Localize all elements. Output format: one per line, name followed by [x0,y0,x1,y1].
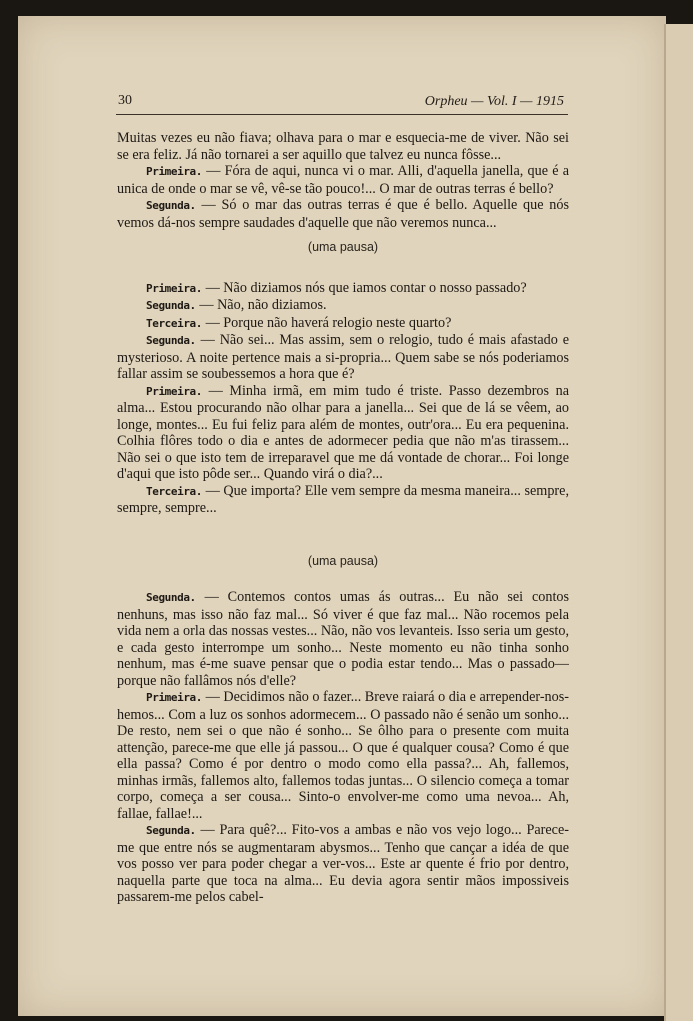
speaker-name: Segunda. [146,824,196,837]
dialogue-paragraph: Terceira. — Porque não haverá relogio neste quarto? [146,314,452,331]
dialogue-paragraph: Terceira. — Que importa? Elle vem sempre da mesma maneira... sempre, sempre, sempre... [117,482,569,516]
dialogue-paragraph: Primeira. — Fóra de aqui, nunca vi o mar. Alli, d'aquella janella, que é a unica de onde o mar se vê, vê-se tão pouco!... O mar de outras terras é bello? [117,163,570,197]
dialogue-text: Só o mar das outras terras é que é bello. Aquelle que nós vemos dá-nos sempre saudades d'aquelle que não veremos nunca... [117,197,569,231]
speaker-name: Segunda. [146,334,196,347]
dialogue-text: Não diziamos nós que iamos contar o nosso passado? [223,279,527,296]
dialogue-text: Muitas vezes eu não fiava; olhava para o mar e esquecia-me de viver. Não sei se era feliz. Já não tornarei a ser aquillo que talvez eu nunca fôsse... [117,130,569,163]
body-text [117,130,569,906]
dialogue-paragraph: Primeira. — Decidimos não o fazer... Breve raiará o dia e arrepender-nos-hemos... Com a luz os sonhos adormecem... O passado não é senão um sonho... De resto, nem sei o que não é sonho... Se ôlho para o presente com muita attenção, parece-me que elle já passou... O que é qualquer cousa? Como é que ella passa? Como é por dentro o modo como ella passa?... Ah, fallemos, minhas irmãs, fallemos alto, fallemos todas juntas... O silencio começa a tomar corpo, começa a ser cousa... Sinto-o envolver-me como uma nevoa... Ah, fallae, fallae!... [117,689,569,822]
text-block-3 [117,589,569,906]
speaker-name: Segunda. [146,591,196,604]
speaker-name: Terceira. [146,316,203,330]
dialogue-paragraph: Segunda. — Não sei... Mas assim, sem o relogio, tudo é mais afastado e mysterioso. A noite pertence mais a si-propria... Quem sabe se nós poderiamos fallar assim se soubessemos a hora que é? [117,332,569,382]
stage-direction-pause: (uma pausa) [307,553,379,568]
dialogue-text: Fóra de aqui, nunca vi o mar. Alli, d'aquella janella, que é a unica de onde o mar se vê, vê-se tão pouco!... O mar de outras terras é bello? [117,163,570,197]
dialogue-paragraph: Segunda. — Só o mar das outras terras é que é bello. Aquelle que nós vemos dá-nos sempre saudades d'aquelle que não veremos nunca... [117,197,569,231]
speaker-name: Primeira. [146,384,203,398]
dialogue-text: Para quê?... Fito-vos a ambas e não vos vejo logo... Parece-me que entre nós se augmentaram abysmos... Tenho que cançar a idéa de que vos posso ver para poder chegar a ver-vos... Este ar quente é frio por dentro, naquella parte que toca na alma... Eu devia agora sentir mãos impossiveis passarem-me pelos cabel- [117,822,569,905]
speaker-name: Primeira. [146,281,203,295]
text-block-2 [117,280,569,517]
next-page-edge [664,24,693,1021]
stage-direction-pause: (uma pausa) [307,240,379,254]
page-number: 30 [118,93,132,108]
page-header [116,92,568,115]
dialogue-paragraph: Segunda. — Não, não diziamos. [146,297,327,313]
dialogue-paragraph: Primeira. — Minha irmã, em mim tudo é triste. Passo dezembros na alma... Estou procurando não olhar para a janella... Sei que de lá se vêem, ao longe, montes... Eu fui feliz para além de montes, outr'ora... Eu era pequenina. Colhia flôres todo o dia e antes de adormecer pedia que não m'as tirassem... Não sei o que isto tem de irreparavel que me dá vontade de chorar... Foi longe d'aqui que isto pôde ser... Quando virá o dia?... [117,382,569,482]
speaker-name: Segunda. [146,299,196,312]
dialogue-paragraph: Segunda. — Contemos contos umas ás outras... Eu não sei contos nenhuns, mas isso não faz mal... Só viver é que faz mal... Não rocemos pela vida nem a orla das nossas vestes... Não, não vos levanteis. Isso seria um gesto, e cada gesto interrompe um sonho... Neste momento eu não tinha sonho nenhum, mas é-me suave pensar que o podia estar tendo... Mas o passado—porque não fallâmos nós d'elle? [117,589,569,689]
dialogue-text: Decidimos não o fazer... Breve raiará o dia e arrepender-nos-hemos... Com a luz os sonhos adormecem... O passado não é senão um sonho... De resto, nem sei o que não é sonho... Se ôlho para o presente com muita attenção, parece-me que elle já passou... O que é qualquer cousa? Como é que ella passa? Como é por dentro o modo como ella passa?... Ah, fallemos, minhas irmãs, fallemos alto, fallemos todas juntas... O silencio começa a tomar corpo, começa a ser cousa... Sinto-o envolver-me como uma nevoa... Ah, fallae, fallae!... [117,689,569,822]
dialogue-text: Não, não diziamos. [217,297,327,313]
dialogue-paragraph: Segunda. — Para quê?... Fito-vos a ambas e não vos vejo logo... Parece-me que entre nós se augmentaram abysmos... Tenho que cançar a idéa de que vos posso ver para poder chegar a ver-vos... Este ar quente é frio por dentro, naquella parte que toca na alma... Eu devia agora sentir mãos impossiveis passarem-me pelos cabel- [117,822,569,905]
dialogue-text: Porque não haverá relogio neste quarto? [223,314,452,331]
speaker-name: Primeira. [146,691,203,704]
speaker-name: Primeira. [146,165,203,178]
speaker-name: Terceira. [146,484,203,498]
dialogue-paragraph [117,130,569,163]
text-block-1 [117,130,569,231]
speaker-name: Segunda. [146,199,196,212]
dialogue-paragraph: Primeira. — Não diziamos nós que iamos contar o nosso passado? [146,279,527,296]
dialogue-text: Minha irmã, em mim tudo é triste. Passo dezembros na alma... Estou procurando não olhar para a janella... Sei que de lá se vêem, ao longe, montes... Eu fui feliz para além de montes, outr'ora... Eu era pequenina. Colhia flôres todo o dia e antes de adormecer pedia que não m'as tirassem... Não sei o que isto tem de irreparavel que me dá vontade de chorar... Foi longe d'aqui que isto pôde ser... Quando virá o dia?... [117,382,569,482]
running-title: Orpheu — Vol. I — 1915 [424,94,564,109]
dialogue-text: Contemos contos umas ás outras... Eu não sei contos nenhuns, mas isso não faz mal... Só viver é que faz mal... Não rocemos pela vida nem a orla das nossas vestes... Não, não vos levanteis. Isso seria um gesto, e cada gesto interrompe um sonho... Neste momento eu não tinha sonho nenhum, mas é-me suave pensar que o podia estar tendo... Mas o passado—porque não fallâmos nós d'elle? [117,589,569,689]
dialogue-text: Que importa? Elle vem sempre da mesma maneira... sempre, sempre, sempre... [117,482,569,516]
dialogue-text: Não sei... Mas assim, sem o relogio, tudo é mais afastado e mysterioso. A noite pertence mais a si-propria... Quem sabe se nós poderiamos fallar assim se soubessemos a hora que é? [117,332,569,382]
